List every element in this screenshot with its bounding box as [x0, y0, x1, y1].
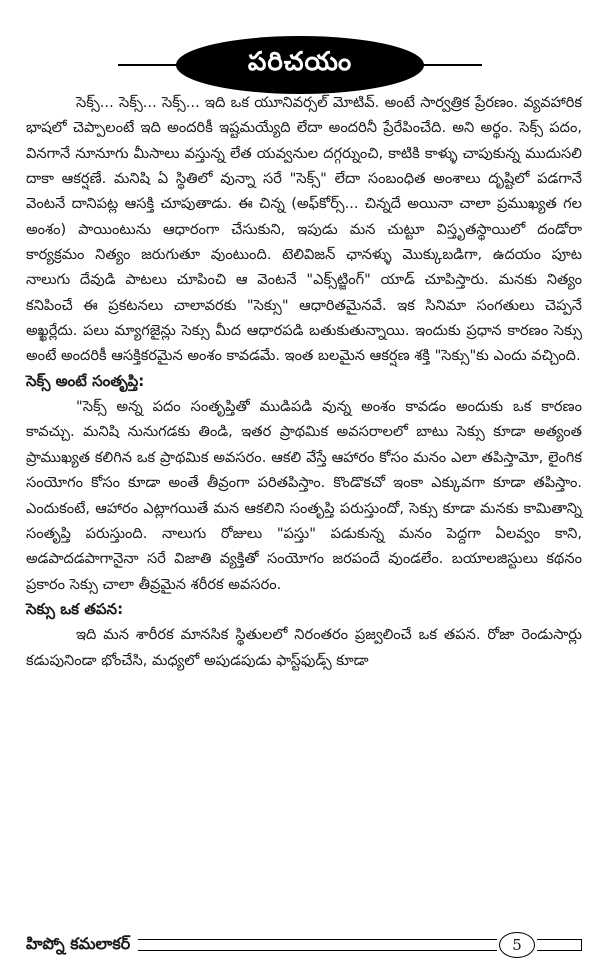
- section-text-satisfaction: "సెక్స్ అన్న పదం సంతృప్తితో ముడిపడి వున్న అంశం కావడం అందుకు ఒక కారణం కావచ్చు. మనిషి నునుగడకు తిండి, ఇతర ప్రాథమిక అవసరాలలో బాటు సెక్సు కూడా అత్యంత ప్రాముఖ్యత కలిగిన ఒక ప్రాథమిక అవసరం. ఆకలి వేస్తే ఆహారం కోసం మనం ఎలా తపిస్తామో, లైంగిక సంయోగం కోసం కూడా అంతే తీవ్రంగా పరితపిస్తాం. కొండొకచో ఇంకా ఎక్కువగా కూడా తపిస్తాం. ఎందుకంటే, ఆహారం ఎట్లాగయితే మన ఆకలిని సంతృప్తి పరుస్తుందో, సెక్సు కూడా మనకు కామితాన్ని సంతృప్తి పరుస్తుంది. నాలుగు రోజులు "పస్తు" పడుకున్న మనం పెద్దగా ఏలవ్వం కాని, అడపాదడపాగానైనా సరే విజాతి వ్యక్తితో సంయోగం జరపందే వుండలేం. బయాలజిస్టులు కథనం ప్రకారం సెక్సు చాలా తీవ్రమైన శరీరక అవసరం.: [26, 398, 582, 593]
- intro-paragraph: సెక్స్... సెక్స్... సెక్స్... ఇది ఒక యూనివర్సల్ మోటివ్. అంటే సార్వత్రిక ప్రేరణం. వ్యవహారిక భాషలో చెప్పాలంటే ఇది అందరికీ ఇష్టమయ్యేది లేదా అందరినీ ప్రేరేపించేది. అని అర్థం. సెక్స్ పదం, వినగానే నూనూగు మీసాలు వస్తున్న లేత యవ్వనుల దగ్గర్నుంచి, కాటికి కాళ్ళు చాపుకున్న ముదుసలి దాకా ఆకర్షణే. మనిషి ఏ స్థితిలో వున్నా సరే "సెక్స్" లేదా సంబంధిత అంశాలు దృష్టిలో పడగానే వెంటనే దానిపట్ల ఆసక్తి చూపుతాడు. ఈ చిన్న (అఫ్‌కోర్స్... చిన్నదే అయినా చాలా ప్రముఖ్యత గల అంశం) పాయింటును ఆధారంగా చేసుకుని, ఇపుడు మన చుట్టూ విస్తృతస్థాయిలో దండోరా కార్యక్రమం నిత్యం జరుగుతూ వుంటుంది. టెలివిజన్ ఛానళ్ళు మొక్కుబడిగా, ఉదయం పూట నాలుగు దేవుడి పాటలు చూపించి ఆ వెంటనే "ఎక్స్‌ట్జింగ్" యాడ్ చూపిస్తారు. మనకు నిత్యం కనిపించే ఈ ప్రకటనలు చాలావరకు "సెక్సు" ఆధారితమైనవే. ఇక సినిమా సంగతులు చెప్పనే అఖ్ఖర్లేదు. పలు మ్యాగజైన్లు సెక్సు మీద ఆధారపడి బతుకుతున్నాయి. ఇందుకు ప్రధాన కారణం సెక్సు అంటే అందరికీ ఆసక్తికరమైన అంశం కావడమే. ఇంత బలమైన ఆకర్షణ శక్తి "సెక్సు"కు ఎందు వచ్చింది.: [26, 94, 582, 365]
- footer-rule-end: [537, 939, 582, 951]
- page-number: 5: [499, 932, 535, 958]
- section-heading-satisfaction: సెక్స్ అంటే సంతృప్తి:: [26, 371, 145, 390]
- page-footer: [26, 930, 582, 960]
- footer-rule: [138, 939, 497, 951]
- section-heading-longing: సెక్సు ఒక తపన:: [26, 599, 124, 618]
- section-text-longing: ఇది మన శారీరక మానసిక స్థితులలో నిరంతరం ప్రజ్వలించే ఒక తపన. రోజా రెండుసార్లు కడుపునిండా భోంచేసి, మధ్యలో అపుడపుడు ఫాస్ట్‌ఫుడ్స్ కూడా: [26, 626, 582, 669]
- page-title: పరిచయం: [176, 36, 424, 94]
- footer-author: హిప్నో కమలాకర్: [26, 933, 131, 953]
- page-body: [26, 90, 582, 673]
